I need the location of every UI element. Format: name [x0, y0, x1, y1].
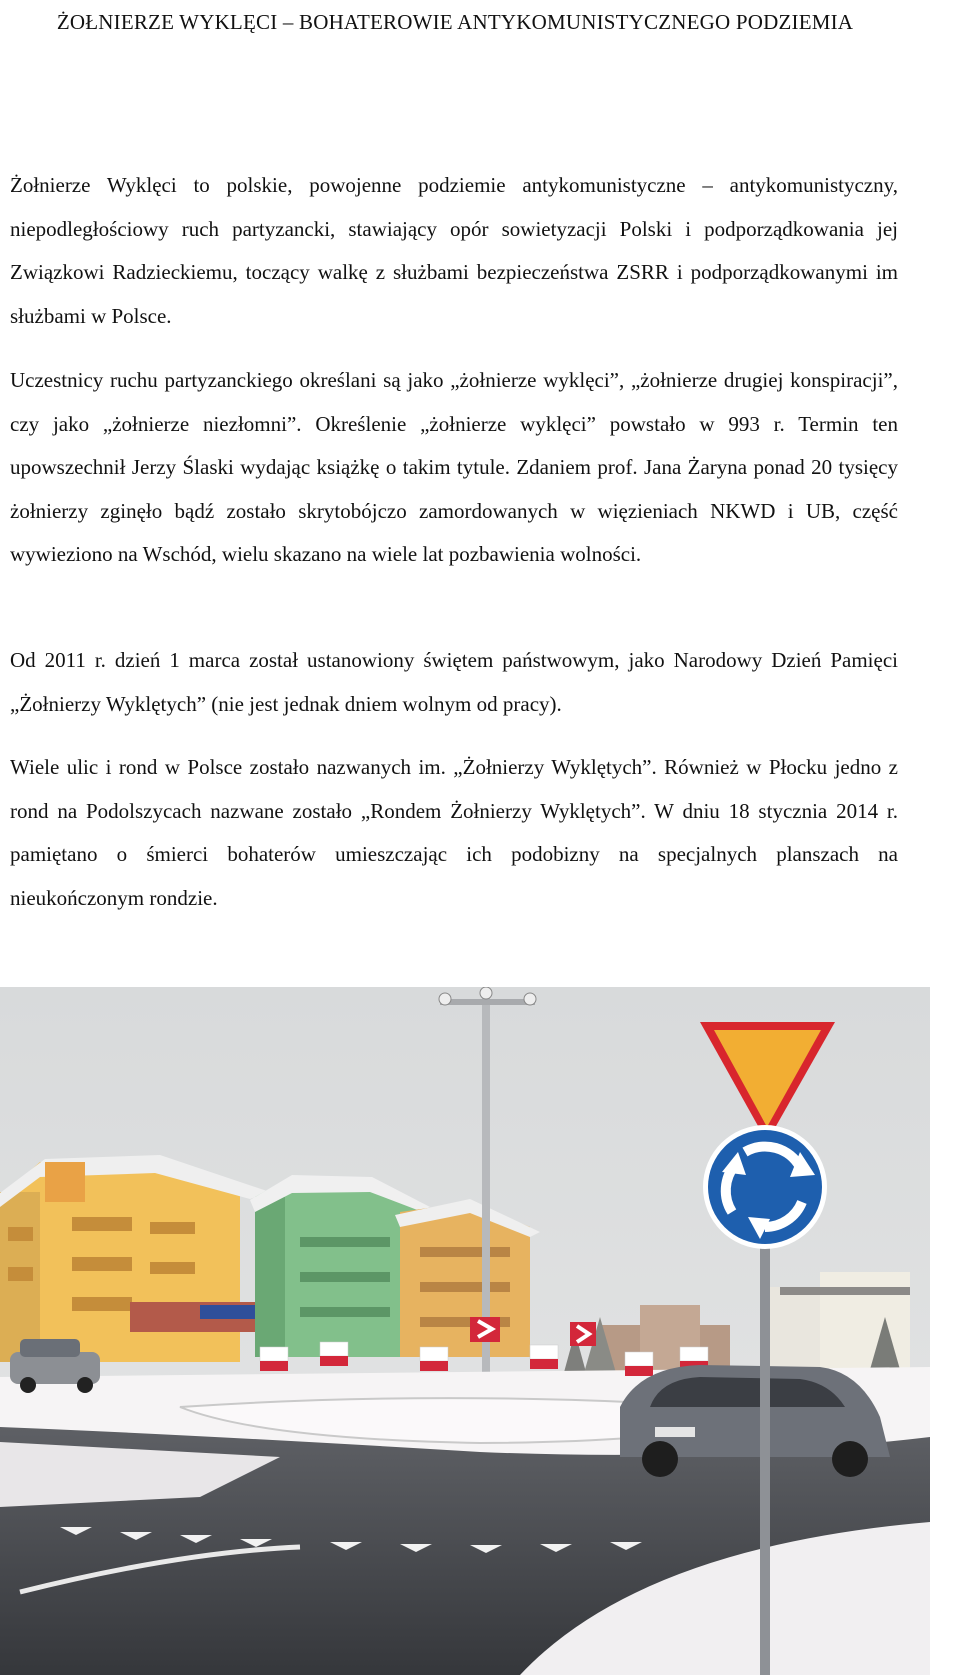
paragraph-intro: Żołnierze Wyklęci to polskie, powojenne podziemie antykomunistyczne – antykomunistyczny, niepodległościowy ruch partyzancki, stawiający opór sowietyzacji Polski i podporządkowania jej Związkowi Radzieckiemu, toczący walkę z służbami bezpieczeństwa ZSRR i podporządkowanymi im służbami w Polsce.	[10, 173, 898, 328]
roundabout-photo	[0, 987, 930, 1675]
paragraph-roundabout: Wiele ulic i rond w Polsce zostało nazwanych im. „Żołnierzy Wyklętych”. Również w Płocku jedno z rond na Podolszycach nazwane zostało „Rondem Żołnierzy Wyklętych”. W dniu 18 stycznia 2014 r. pamiętano o śmierci bohaterów umieszczając ich podobizny na specjalnych planszach na nieukończonym rondzie.	[10, 755, 898, 910]
document-title: ŻOŁNIERZE WYKLĘCI – BOHATEROWIE ANTYKOMUNISTYCZNEGO PODZIEMIA	[56, 10, 854, 34]
paragraph-holiday: Od 2011 r. dzień 1 marca został ustanowiony świętem państwowym, jako Narodowy Dzień Pamięci „Żołnierzy Wyklętych” (nie jest jednak dniem wolnym od pracy).	[10, 648, 898, 716]
paragraph-participants: Uczestnicy ruchu partyzanckiego określani są jako „żołnierze wyklęci”, „żołnierze drugiej konspiracji”, czy jako „żołnierze niezłomni”. Określenie „żołnierze wyklęci” powstało w 993 r. Termin ten upowszechnił Jerzy Ślaski wydając książkę o takim tytule. Zdaniem prof. Jana Żaryna ponad 20 tysięcy żołnierzy zginęło bądź zostało skrytobójczo zamordowanych w więzieniach NKWD i UB, część wywieziono na Wschód, wielu skazano na wiele lat pozbawienia wolności.	[10, 368, 898, 566]
roundabout-photo-illustration	[0, 987, 930, 1675]
